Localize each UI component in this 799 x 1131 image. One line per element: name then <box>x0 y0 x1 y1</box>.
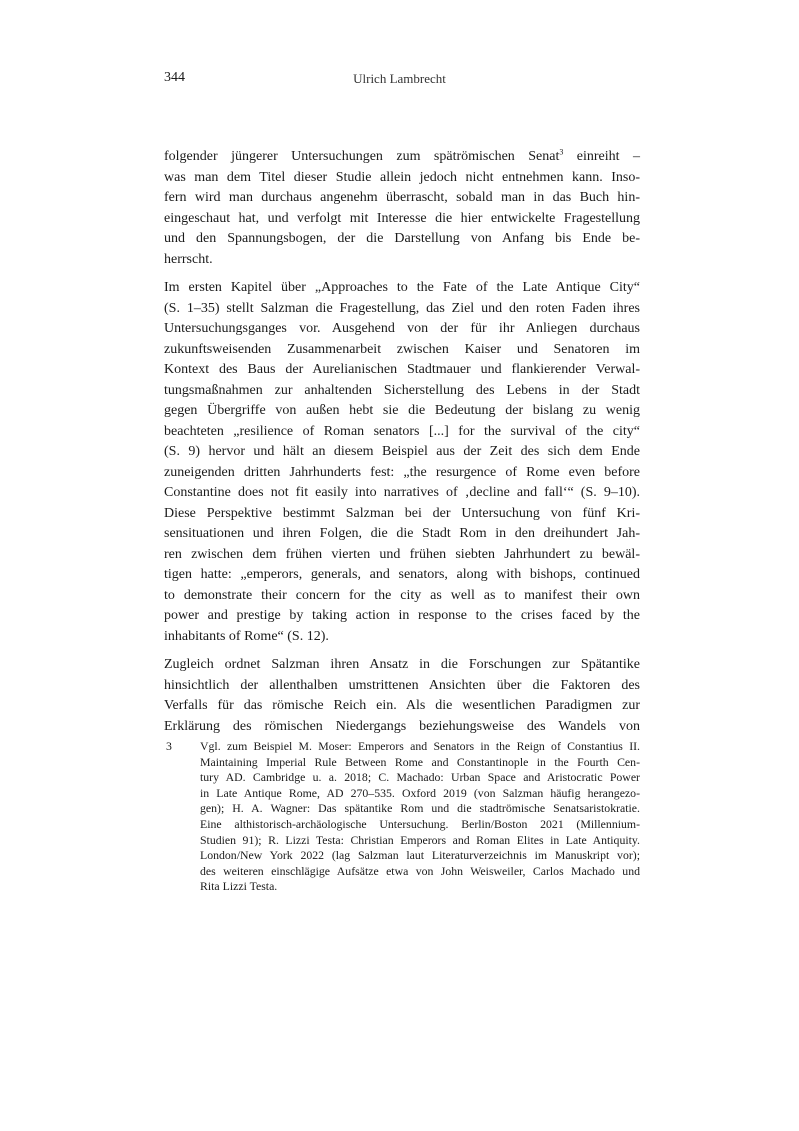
text-line: und den Spannungsbogen, der die Darstellung von Anfang bis Ende be- <box>164 231 640 246</box>
footnote-reference[interactable]: 3 <box>559 147 564 157</box>
text-line: tigen hatte: „emperors, generals, and senators, along with bishops, continued <box>164 567 640 582</box>
text-line <box>164 147 640 168</box>
footnote-line: London/New York 2022 (lag Salzman laut Literaturverzeichnis im Manuskript vor); <box>200 848 640 863</box>
text-line: (S. 9) hervor und hält an diesem Beispiel aus der Zeit des sich dem Ende <box>164 444 640 459</box>
text-line: herrscht. <box>164 251 213 267</box>
footnote-line: Rita Lizzi Testa. <box>200 879 278 894</box>
text-line: tungsmaßnahmen zur anhaltenden Sicherstellung des Lebens in der Stadt <box>164 382 640 398</box>
body-text <box>164 147 640 745</box>
text-line: fern wird man durchaus angenehm überrascht, sobald man in das Buch hin- <box>164 190 640 205</box>
text-line: gegen Übergriffe von außen hebt sie die Bedeutung der bislang zu wenig <box>164 403 640 418</box>
text-line: Kontext des Baus der Aurelianischen Stadtmauer und flankierender Verwal- <box>164 362 640 377</box>
text-line: eingeschaut hat, und verfolgt mit Interesse die hier entwickelte Fragestellung <box>164 210 640 226</box>
text-line: Untersuchungsganges vor. Ausgehend von der für ihr Anliegen durchaus <box>164 321 640 336</box>
running-title: Ulrich Lambrecht <box>353 71 446 86</box>
text-line: Erklärung des römischen Niedergangs beziehungsweise des Wandels von <box>164 718 640 734</box>
footnote-line: in Late Antique Rome, AD 270–535. Oxford 2019 (von Salzman häufig herangezo- <box>200 785 640 800</box>
paragraph <box>164 147 640 270</box>
footnote-line: Eine althistorisch-archäologische Untersuchung. Berlin/Boston 2021 (Millennium- <box>200 816 640 831</box>
paragraph <box>164 655 640 737</box>
text-line: hinsichtlich der allenthalben umstrittenen Ansichten über die Faktoren des <box>164 677 640 693</box>
text-line-segment: einreiht – <box>563 149 640 164</box>
page-number: 344 <box>164 70 185 85</box>
text-line-segment: folgender jüngerer Untersuchungen zum spätrömischen Senat <box>164 149 560 164</box>
footnote-line: Studien 91); R. Lizzi Testa: Christian Emperors and Roman Elites in Late Antiquity. <box>200 832 640 847</box>
text-line: zukunftsweisenden Zusammenarbeit zwischen Kaiser und Senatoren im <box>164 341 640 357</box>
footnote-line: des weiteren einschlägige Aufsätze etwa von John Weisweiler, Carlos Machado und <box>200 863 640 878</box>
text-line: was man dem Titel dieser Studie allein jedoch nicht entnehmen kann. Inso- <box>164 169 640 185</box>
footnote-line: gen); H. A. Wagner: Das spätantike Rom und die stadtrömische Senatsaristokratie. <box>200 801 640 816</box>
text-line: ren zwischen dem frühen vierten und frühen siebten Jahrhundert zu bewäl- <box>164 546 640 562</box>
footnote-line: tury AD. Cambridge u. a. 2018; C. Machado: Urban Space and Aristocratic Power <box>200 770 640 785</box>
footnote-line: Maintaining Imperial Rule Between Rome and Constantinople in the Fourth Cen- <box>200 754 640 769</box>
paragraph <box>164 278 640 647</box>
footnote-line: Vgl. zum Beispiel M. Moser: Emperors and Senators in the Reign of Constantius II. <box>200 739 640 753</box>
text-line: zuneigenden dritten Jahrhunderts fest: „the resurgence of Rome even before <box>164 464 640 480</box>
text-line: to demonstrate their concern for the city as well as to manifest their own <box>164 587 640 603</box>
text-line: Zugleich ordnet Salzman ihren Ansatz in die Forschungen zur Spätantike <box>164 657 640 672</box>
text-line: sensituationen und ihren Folgen, die die Stadt Rom in den dreihundert Jah- <box>164 526 640 541</box>
text-line: Im ersten Kapitel über „Approaches to the Fate of the Late Antique City“ <box>164 280 640 295</box>
footnote-number: 3 <box>166 739 172 753</box>
text-line: beachteten „resilience of Roman senators [...] for the survival of the city“ <box>164 423 640 439</box>
text-line: power and prestige by taking action in response to the crises faced by the <box>164 608 640 623</box>
footnote-text <box>200 739 640 895</box>
text-line: Verfalls für das römische Reich ein. Als die wesentlichen Paradigmen zur <box>164 698 640 713</box>
text-line: (S. 1–35) stellt Salzman die Fragestellung, das Ziel und den roten Faden ihres <box>164 300 640 316</box>
text-line: Diese Perspektive bestimmt Salzman bei der Untersuchung von fünf Kri- <box>164 505 640 521</box>
text-line: inhabitants of Rome“ (S. 12). <box>164 628 329 644</box>
text-line: Constantine does not fit easily into narratives of ‚decline and fall‘“ (S. 9–10). <box>164 485 640 500</box>
